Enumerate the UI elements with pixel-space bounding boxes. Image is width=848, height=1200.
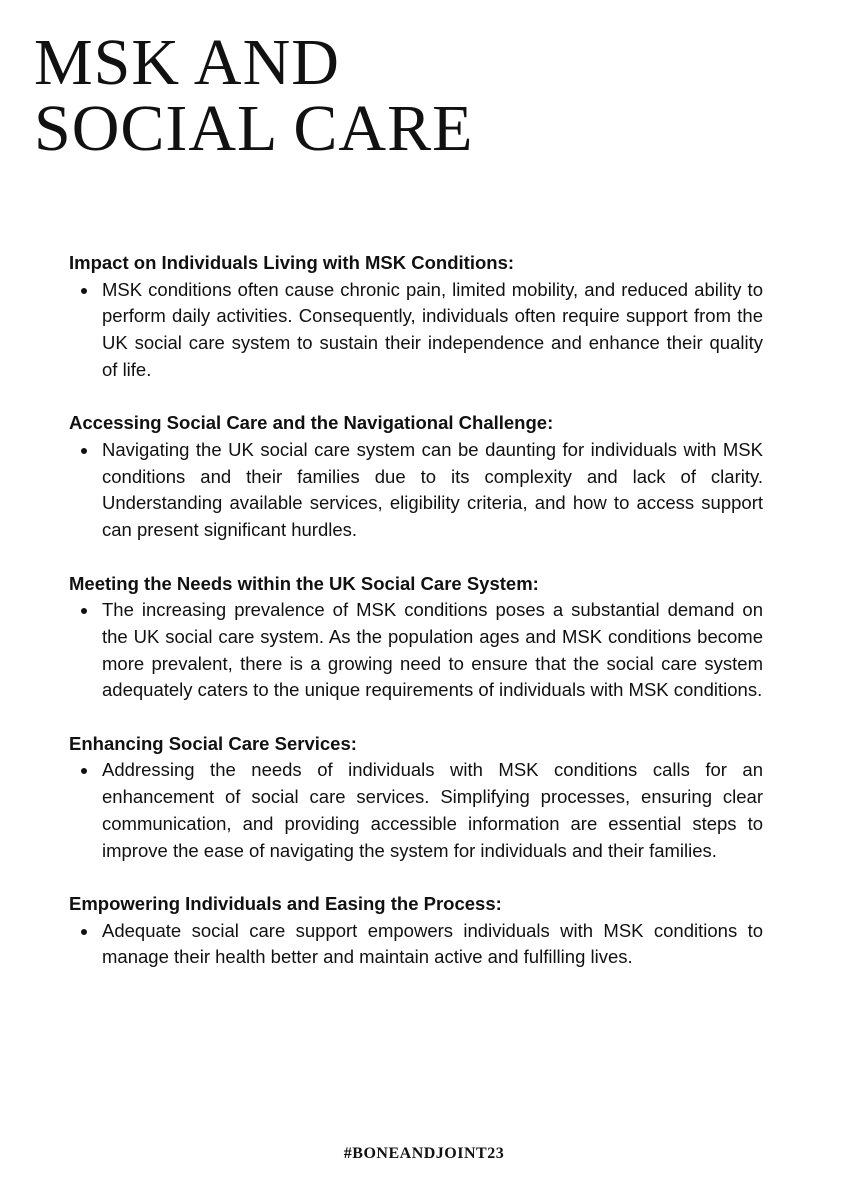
page-title-line-2: SOCIAL CARE xyxy=(34,92,474,165)
section-heading: Accessing Social Care and the Navigational Challenge: xyxy=(69,412,554,434)
section-empowering xyxy=(69,891,763,971)
bullet-item: Addressing the needs of individuals with MSK conditions calls for an enhancement of social care services. Simplifying processes, ensuring clear communication, and providing accessible information are essential steps to improve the ease of navigating the system for individuals and their families. xyxy=(69,757,763,864)
section-heading: Meeting the Needs within the UK Social Care System: xyxy=(69,572,539,594)
section-heading: Enhancing Social Care Services: xyxy=(69,732,357,754)
page-title-line-1: MSK AND xyxy=(34,26,340,99)
bullet-list xyxy=(69,597,763,704)
bullet-item: Navigating the UK social care system can be daunting for individuals with MSK conditions and their families due to its complexity and lack of clarity. Understanding available services, eligibility criteria, and how to access support can present significant hurdles. xyxy=(69,437,763,544)
section-heading: Impact on Individuals Living with MSK Conditions: xyxy=(69,252,515,273)
section-heading: Empowering Individuals and Easing the Process: xyxy=(69,893,502,915)
section-enhancing xyxy=(69,731,763,864)
bullet-item: The increasing prevalence of MSK conditions poses a substantial demand on the UK social care system. As the population ages and MSK conditions become more prevalent, there is a growing need to ensure that the social care system adequately caters to the unique requirements of individuals with MSK conditions. xyxy=(69,597,763,704)
bullet-item: Adequate social care support empowers individuals with MSK conditions to manage their health better and maintain active and fulfilling lives. xyxy=(69,918,763,971)
content-body xyxy=(69,250,763,998)
bullet-list xyxy=(69,757,763,864)
footer-hashtag: #BONEANDJOINT23 xyxy=(343,1145,505,1162)
section-meeting-needs xyxy=(69,571,763,704)
page-title xyxy=(34,26,474,165)
bullet-list xyxy=(69,918,763,971)
bullet-list xyxy=(69,437,763,544)
section-accessing xyxy=(69,410,763,543)
bullet-item: MSK conditions often cause chronic pain, limited mobility, and reduced ability to perform daily activities. Consequently, individuals often require support from the UK social care system to sustain their independence and enhance their quality of life. xyxy=(69,277,763,384)
bullet-list xyxy=(69,277,763,384)
section-impact xyxy=(69,250,763,383)
